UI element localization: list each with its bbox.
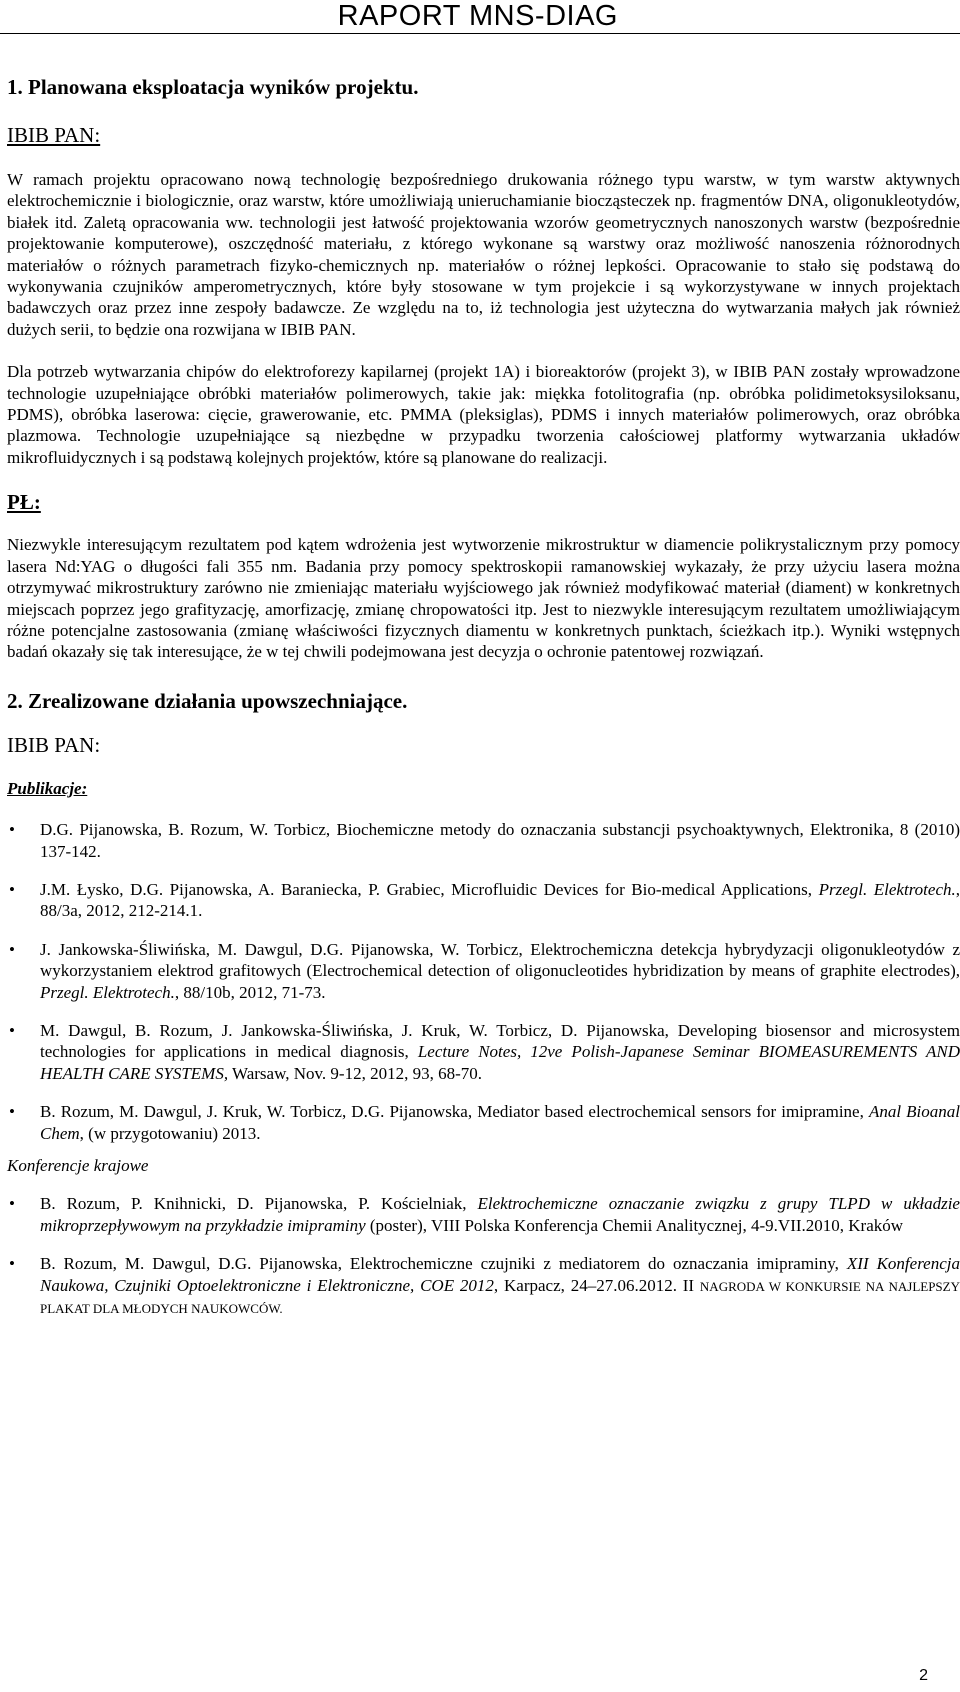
section-2-heading: 2. Zrealizowane działania upowszechniające. (7, 688, 408, 713)
ibib-paragraph-1: W ramach projektu opracowano nową technologię bezpośredniego drukowania różnego typu warstw, w tym warstw aktywnych elektrochemicznie i biologicznie, oraz warstw, które umożliwiają unieruchamianie biocząsteczek np. fragmentów DNA, oligonukleotydów, białek itd. Zaletą opracowania ww. technologii jest łatwość projektowania wzorów geometrycznych nanoszonych warstw (bezpośrednie projektowanie komputerowe), oszczędność materiału, z którego wykonane są warstwy oraz możliwość nanoszenia różnorodnych materiałów o różnych parametrach fizyko-chemicznych np. materiałów o różnej lepkości. Opracowanie to stało się podstawą do wykonywania czujników amperometrycznych, które były stosowane w tym projekcie i są wykorzystywane w innych projektach badawczych oraz przez inne zespoły badawcze. Ze względu na to, iż technologia jest użyteczna do wytwarzania małych jak również dużych serii, to będzie ona rozwijana w IBIB PAN. (7, 170, 960, 339)
pl-paragraph: Niezwykle interesującym rezultatem pod kątem wdrożenia jest wytworzenie mikrostruktur w diamencie polikrystalicznym przy pomocy lasera Nd:YAG o długości fali 355 nm. Badania przy pomocy spektroskopii ramanowskiej wykazały, że przy użyciu lasera można otrzymywać mikrostruktury zarówno nie zmieniając materiału wyjściowego jak również modyfikować materiał (diament) w konkretnych miejscach poprzez jego grafityzację, amorfizację, zmianę chropowatości itp. Jest to niezwykle interesującym rezultatem umożliwiającym różne potencjalne zastosowania (zmianę właściwości fizycznych diamentu w konkretnych punktach, ścieżkach itp.). Wyniki wstępnych badań okazały się tak interesujące, że w tej chwili podejmowana jest decyzja o ochronie patentowej rozwiązań. (7, 535, 960, 662)
ibib-pan-label-2: IBIB PAN: (7, 732, 101, 757)
pl-label: PŁ: (7, 490, 41, 515)
section-1-heading: 1. Planowana eksploatacja wyników projektu. (7, 75, 419, 99)
ibib-paragraph-2: Dla potrzeb wytwarzania chipów do elektroforezy kapilarnej (projekt 1A) i bioreaktorów (projekt 3), w IBIB PAN zostały wprowadzone technologie uzupełniające obróbki materiałów polimerowych, takie jak: miękka fotolitografia (np. obróbka polidimetoksysiloksanu, PDMS), obróbka laserowa: cięcie, grawerowanie, etc. PMMA (pleksiglas), PDMS i innych materiałów polimerowych, oraz obróbka plazmowa. Technologie uzupełniające są niezbędne w przypadku tworzenia całościowej platformy wytwarzania układów mikrofluidycznych i są podstawą kolejnych projektów, które są planowane do realizacji. (7, 362, 960, 467)
conference-item: • B. Rozum, M. Dawgul, D.G. Pijanowska, Elektrochemiczne czujniki z mediatorem do oznaczania imipraminy, XII Konferencja Naukowa, Czujniki Optoelektroniczne i Elektroniczne, COE 2012, Karpacz, 24–27.06.2012. II NAGRODA W KONKURSIE NA NAJLEPSZY PLAKAT DLA MŁODYCH NAUKOWCÓW. (7, 1253, 960, 1319)
konferencje-label: Konferencje krajowe (7, 1156, 149, 1175)
publikacje-label: Publikacje: (7, 778, 88, 798)
conferences-list (7, 1193, 960, 1319)
report-header-title: RAPORT MNS-DIAG (337, 0, 618, 32)
publication-item: • J.M. Łysko, D.G. Pijanowska, A. Baraniecka, P. Grabiec, Microfluidic Devices for Bio-medical Applications, Przegl. Elektrotech., 88/3a, 2012, 212-214.1. (7, 879, 960, 922)
conference-item: • B. Rozum, P. Knihnicki, D. Pijanowska, P. Kościelniak, Elektrochemiczne oznaczanie związku z grupy TLPD w układzie mikroprzepływowym na przykładzie imipraminy (poster), VIII Polska Konferencja Chemii Analitycznej, 4-9.VII.2010, Kraków (7, 1193, 960, 1236)
publication-item: • D.G. Pijanowska, B. Rozum, W. Torbicz, Biochemiczne metody do oznaczania substancji psychoaktywnych, Elektronika, 8 (2010) 137-142. (7, 819, 960, 862)
ibib-pan-label: IBIB PAN: (7, 123, 101, 147)
page-number: 2 (919, 1667, 928, 1684)
publication-item: • B. Rozum, M. Dawgul, J. Kruk, W. Torbicz, D.G. Pijanowska, Mediator based electrochemical sensors for imipramine, Anal Bioanal Chem, (w przygotowaniu) 2013. (7, 1101, 960, 1144)
document-body (7, 74, 960, 1319)
header-rule (0, 33, 960, 34)
publication-item: • M. Dawgul, B. Rozum, J. Jankowska-Śliwińska, J. Kruk, W. Torbicz, D. Pijanowska, Developing biosensor and microsystem technologies for applications in medical diagnosis, Lecture Notes, 12ve Polish-Japanese Seminar BIOMEASUREMENTS AND HEALTH CARE SYSTEMS, Warsaw, Nov. 9-12, 2012, 93, 68-70. (7, 1020, 960, 1084)
publication-item: • J. Jankowska-Śliwińska, M. Dawgul, D.G. Pijanowska, W. Torbicz, Elektrochemiczna detekcja hybrydyzacji oligonukleotydów z wykorzystaniem elektrod grafitowych (Electrochemical detection of oligonucleotides hybridization by means of graphite electrodes), Przegl. Elektrotech., 88/10b, 2012, 71-73. (7, 939, 960, 1003)
publications-list (7, 819, 960, 1144)
